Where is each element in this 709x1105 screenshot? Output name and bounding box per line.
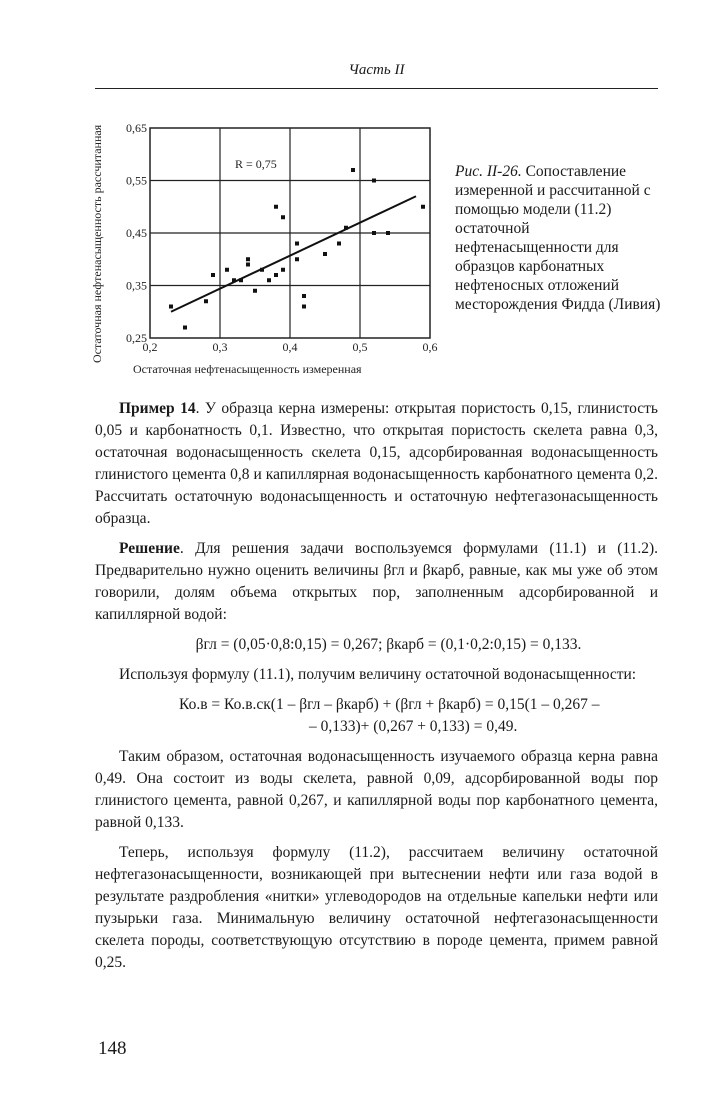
data-point xyxy=(260,268,264,272)
y-tick-label: 0,45 xyxy=(126,226,147,240)
data-point xyxy=(302,305,306,309)
y-axis-title: Остаточная нефтенасыщенность рассчитанная xyxy=(90,124,104,363)
data-point xyxy=(344,226,348,230)
running-header: Часть II xyxy=(348,62,405,78)
x-tick-label: 0,4 xyxy=(282,340,298,354)
data-point xyxy=(267,278,271,282)
x-axis-title: Остаточная нефтенасыщенность измеренная xyxy=(133,362,362,376)
data-point xyxy=(204,299,208,303)
trend-line xyxy=(171,196,416,312)
y-tick-label: 0,65 xyxy=(126,121,147,135)
data-point xyxy=(211,273,215,277)
data-point xyxy=(295,257,299,261)
data-point xyxy=(421,205,425,209)
paragraph-conclusion: Таким образом, остаточная водонасыщенность изучаемого образца керна равна 0,49. Она состоит из воды скелета, равной 0,09, адсорбированной воды пор глинистого цемента, равной 0,267, и капиллярной воды пор карбонатного цемента, равной 0,133. xyxy=(95,748,658,831)
data-point xyxy=(239,278,243,282)
body-text xyxy=(95,398,658,982)
data-point xyxy=(302,294,306,298)
figure-caption xyxy=(455,162,665,314)
data-point xyxy=(372,231,376,235)
paragraph-formula-intro: Используя формулу (11.1), получим величину остаточной водонасыщенности: xyxy=(119,666,637,683)
chart-points xyxy=(169,168,425,330)
scatter-chart xyxy=(85,118,455,378)
data-point xyxy=(386,231,390,235)
solution-heading: Решение xyxy=(119,540,180,557)
x-tick-label: 0,2 xyxy=(142,340,158,354)
data-point xyxy=(281,215,285,219)
y-tick-label: 0,55 xyxy=(126,173,147,188)
chart-ticks xyxy=(126,121,438,354)
caption-label: Рис. II-26. xyxy=(455,163,522,180)
data-point xyxy=(337,242,341,246)
solution-paragraph xyxy=(95,538,658,626)
example-text: . У образца керна измерены: открытая пористость 0,15, глинистость 0,05 и карбонатность 0,1. Известно, что открытая пористость скелета равна 0,3, остаточная водонасыщенность скелета 0,15, адсорбированная водонасыщенность глинистого цемента 0,8 и капиллярная водонасыщенность карбонатного цемента 0,2. Рассчитать остаточную водонасыщенность и остаточную нефтегазонасыщенность образца. xyxy=(95,400,658,527)
data-point xyxy=(225,268,229,272)
data-point xyxy=(246,263,250,267)
y-tick-label: 0,25 xyxy=(126,331,147,345)
data-point xyxy=(323,252,327,256)
caption-text: Сопоставление измеренной и рассчитанной с помощью модели (11.2) остаточной нефтенасыщенности для образцов карбонатных нефтеносных отложений месторождения Фидда (Ливия) xyxy=(455,163,661,313)
data-point xyxy=(351,168,355,172)
chart-trendline-group xyxy=(171,196,416,312)
equation-kov-line1: Ко.в = Ко.в.ск(1 – βгл – βкарб) + (βгл + βкарб) = 0,15(1 – 0,267 – xyxy=(179,696,600,713)
data-point xyxy=(169,305,173,309)
data-point xyxy=(232,278,236,282)
x-tick-label: 0,5 xyxy=(352,340,368,354)
data-point xyxy=(253,289,257,293)
equation-kov-line2: – 0,133)+ (0,267 + 0,133) = 0,49. xyxy=(309,718,518,735)
solution-text: . Для решения задачи воспользуемся формулами (11.1) и (11.2). Предварительно нужно оценить величины βгл и βкарб, равные, как мы уже об этом говорили, долям объема открытых пор, заполненным адсорбированной и капиллярной водой: xyxy=(95,540,658,623)
data-point xyxy=(274,205,278,209)
example-heading: Пример 14 xyxy=(119,400,196,417)
equation-beta: βгл = (0,05·0,8:0,15) = 0,267; βкарб = (0,1·0,2:0,15) = 0,133. xyxy=(195,636,582,653)
x-tick-label: 0,6 xyxy=(422,340,438,354)
chart-annotation: R = 0,75 xyxy=(235,157,277,171)
header-rule xyxy=(95,88,658,89)
data-point xyxy=(246,257,250,261)
data-point xyxy=(183,326,187,330)
paragraph-next-step: Теперь, используя формулу (11.2), рассчитаем величину остаточной нефтегазонасыщенности, возникающей при вытеснении нефти или газа водой в результате раздробления «нитки» углеводородов на отдельные капельки нефти или пузырьки газа. Минимальную величину остаточной нефтегазонасыщенности скелета породы, соответствующую отсутствию в породе цемента, примем равной 0,25. xyxy=(95,844,658,971)
example-paragraph xyxy=(95,398,658,530)
data-point xyxy=(274,273,278,277)
page-number: 148 xyxy=(98,1038,127,1059)
y-tick-label: 0,35 xyxy=(126,278,147,293)
data-point xyxy=(295,242,299,246)
data-point xyxy=(372,179,376,183)
x-tick-label: 0,3 xyxy=(212,340,228,354)
data-point xyxy=(281,268,285,272)
